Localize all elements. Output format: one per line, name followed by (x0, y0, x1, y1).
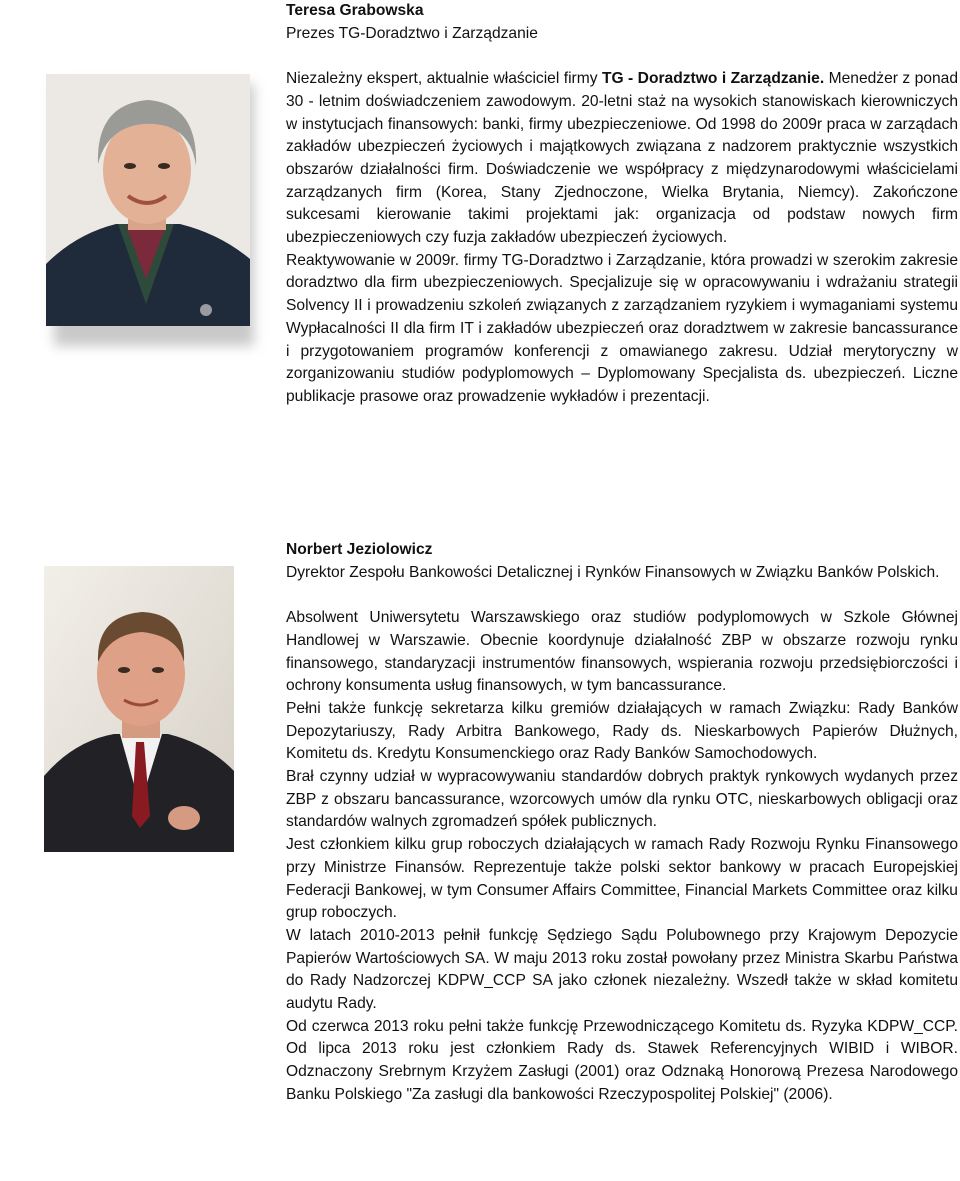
bio-paragraph: Od czerwca 2013 roku pełni także funkcję Przewodniczącego Komitetu ds. Ryzyka KDPW_CCP. Od lipca 2013 roku jest członkiem Rady ds. Stawek Referencyjnych WIBID i WIBOR. Odznaczony Srebrnym Krzyżem Zasługi (2001) oraz Odznaką Honorową Prezesa Narodowego Banku Polskiego "Za zasługi dla bankowości Rzeczypospolitej Polskiej" (2006). (286, 1017, 958, 1103)
bio-paragraph: Jest członkiem kilku grup roboczych działających w ramach Rady Rozwoju Rynku Finansowego przy Ministrze Finansów. Reprezentuje także polski sektor bankowy w pracach Europejskiej Federacji Bankowej, w tym Consumer Affairs Committee, Financial Markets Committee oraz kilku grup roboczych. (286, 836, 958, 922)
bio-paragraph: Reaktywowanie w 2009r. firmy TG-Doradztwo i Zarządzanie, która prowadzi w szerokim zakresie doradztwo dla firm ubezpieczeniowych. Specjalizuje się w opracowywaniu i wdrażaniu strategii Solvency II i prowadzeniu szkoleń związanych z zarządzaniem ryzykiem i wymaganiami systemu Wypłacalności II dla firm IT i zakładów ubezpieczeń oraz doradztwem w zakresie bancassurance i przygotowaniem programów konferencji z omawianego zakresu. Udział merytoryczny w zorganizowaniu studiów podyplomowych – Dyplomowany Specjalista ds. ubezpieczeń. Liczne publikacje prasowe oraz prowadzenie wykładów i prezentacji. (286, 251, 958, 405)
person-name: Teresa Grabowska (286, 2, 424, 19)
portrait-photo-norbert (44, 566, 234, 852)
bio-paragraph: W latach 2010-2013 pełnił funkcję Sędziego Sądu Polubownego przy Krajowym Depozycie Papierów Wartościowych SA. W maju 2013 roku został powołany przez Ministra Skarbu Państwa do Rady Nadzorczej KDPW_CCP SA jako członek niezależny. Wszedł także w skład komitetu audytu Rady. (286, 926, 958, 1013)
bio-section-norbert (286, 539, 958, 1107)
portrait-photo-teresa (46, 74, 250, 326)
bio-paragraph: Niezależny ekspert, aktualnie właściciel firmy TG - Doradztwo i Zarządzanie. Menedżer z ponad 30 - letnim doświadczeniem zawodowym. 20-letni staż na wysokich stanowiskach kierowniczych w instytucjach finansowych: banki, firmy ubezpieczeniowe. Od 1998 do 2009r praca w zarządach zakładów ubezpieczeń życiowych i majątkowych związana z nadzorem praktycznie wszystkich obszarów działalności firm. Doświadczenie we współpracy z międzynarodowymi właścicielami zarządzanych firm (Korea, Stany Zjednoczone, Wielka Brytania, Niemcy). Zakończone sukcesami kierowanie takimi projektami jak: organizacja od podstaw nowych firm ubezpieczeniowych czy fuzja zakładów ubezpieczeń życiowych. (286, 70, 958, 247)
bio-paragraph: Pełni także funkcję sekretarza kilku gremiów działających w ramach Związku: Rady Banków Depozytariuszy, Rady Arbitra Bankowego, Rady ds. Nieskarbowych Papierów Dłużnych, Komitetu ds. Kredytu Konsumenckiego oraz Rady Banków Samochodowych. (286, 699, 958, 763)
person-title: Dyrektor Zespołu Bankowości Detalicznej i Rynków Finansowych w Związku Banków Polskich. (286, 563, 940, 581)
bio-section-teresa (286, 0, 958, 409)
person-name: Norbert Jeziolowicz (286, 541, 433, 558)
bio-paragraph: Brał czynny udział w wypracowywaniu standardów dobrych praktyk rynkowych wydanych przez ZBP z obszaru bancassurance, wzorcowych umów dla rynku OTC, nieskarbowych obligacji oraz standardów walnych zgromadzeń spółek publicznych. (286, 768, 958, 831)
bio-paragraph: Absolwent Uniwersytetu Warszawskiego oraz studiów podyplomowych w Szkole Głównej Handlowej w Warszawie. Obecnie koordynuje działalność ZBP w obszarze rozwoju rynku finansowego, standaryzacji instrumentów finansowych, wspierania rozwoju przedsiębiorczości i ochrony konsumenta usług finansowych, w tym bancassurance. (286, 609, 958, 695)
company-name: TG - Doradztwo i Zarządzanie. (601, 70, 825, 88)
person-title: Prezes TG-Doradztwo i Zarządzanie (286, 24, 538, 42)
